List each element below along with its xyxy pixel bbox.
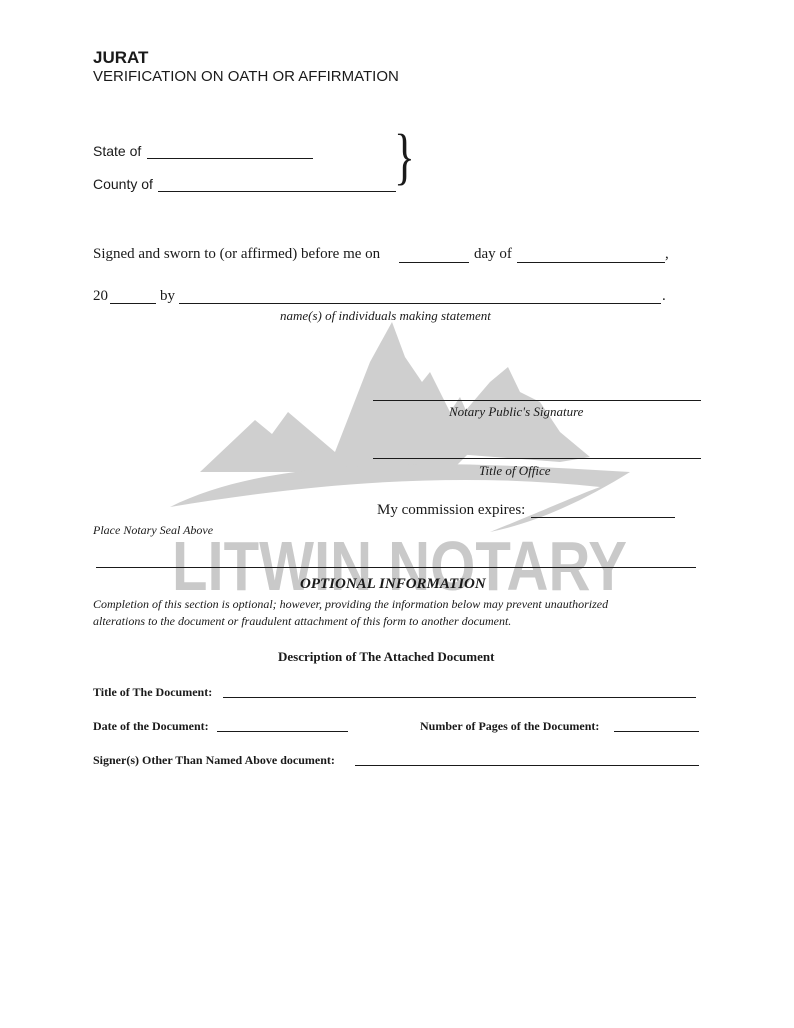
statement-comma: , [665,246,669,262]
names-field-line[interactable] [179,303,661,304]
optional-note-line1: Completion of this section is optional; however, providing the information below may prevent unauthorized [93,597,609,611]
seal-note: Place Notary Seal Above [93,523,214,537]
pages-count-line[interactable] [614,731,699,732]
watermark-logo [160,322,640,602]
section-divider [96,567,696,568]
document-date-label: Date of the Document: [93,719,209,733]
title-of-office-line[interactable] [373,458,701,459]
watermark-swoosh [170,464,630,532]
county-field-line[interactable] [158,191,396,192]
notary-signature-caption: Notary Public's Signature [449,404,584,419]
statement-period: . [662,288,666,304]
state-field-line[interactable] [147,158,313,159]
notary-signature-line[interactable] [373,400,701,401]
commission-expires-line[interactable] [531,517,675,518]
document-title-line[interactable] [223,697,696,698]
document-title-label: Title of The Document: [93,685,213,699]
names-caption: name(s) of individuals making statement [280,308,491,323]
optional-heading: OPTIONAL INFORMATION [300,576,486,592]
page-subtitle: VERIFICATION ON OATH OR AFFIRMATION [93,68,399,85]
month-field-line[interactable] [517,262,665,263]
watermark-text: LITWIN NOTARY [172,527,627,602]
pages-count-label: Number of Pages of the Document: [420,719,600,733]
signed-sworn-text: Signed and sworn to (or affirmed) before me on [93,246,381,262]
county-label: County of [93,176,153,192]
year-prefix: 20 [93,288,108,304]
state-label: State of [93,143,142,159]
commission-expires-label: My commission expires: [377,502,526,518]
day-field-line[interactable] [399,262,469,263]
day-of-text: day of [474,246,512,262]
attached-document-title: Description of The Attached Document [278,649,495,664]
other-signers-line[interactable] [355,765,699,766]
optional-note-line2: alterations to the document or fraudulent attachment of this form to another document. [93,614,512,628]
page-title: JURAT [93,48,149,67]
by-text: by [160,288,175,304]
venue-brace: } [394,123,415,191]
year-field-line[interactable] [110,303,156,304]
other-signers-label: Signer(s) Other Than Named Above document: [93,753,335,767]
document-date-line[interactable] [217,731,348,732]
title-of-office-caption: Title of Office [479,463,551,478]
